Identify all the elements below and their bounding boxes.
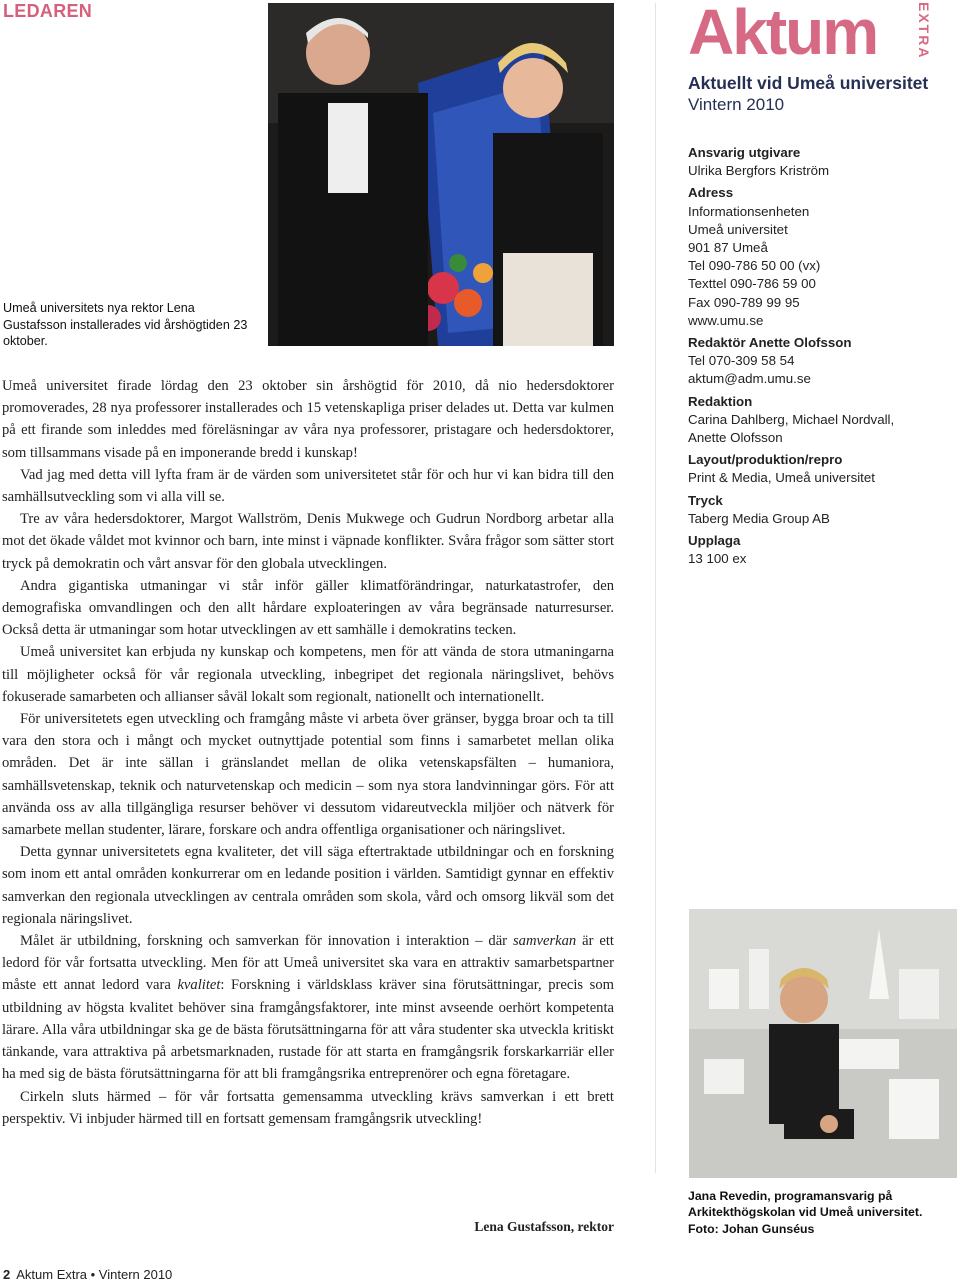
colophon-heading: Redaktion <box>688 393 753 409</box>
colophon-heading: Tryck <box>688 492 723 508</box>
colophon-line: 901 87 Umeå <box>688 240 768 256</box>
article-paragraph: Detta gynnar universitetets egna kvaliteter, det vill säga eftertraktade utbildningar och en forskning som inom ett antal områden konkurrerar om en ledande position i världen. Samtidigt gynnar en effektiv samverkan den regionala utvecklingen av centrala områden som skola, vård och omsorg likväl som det regionala näringslivet. <box>2 844 614 927</box>
photo-jana-revedin-image <box>689 909 957 1178</box>
article-paragraph: Umeå universitet firade lördag den 23 oktober sin årshögtid för 2010, då nio hedersdoktorer promoverades, 28 nya professorer installerades och 15 vetenskapliga priser delades ut. Detta var kulmen på ett firande som inleddes med föreläsningar av våra nya professorer, pristagare och hedersdoktorer, som tillsammans visade på en imponerande bredd i kunskap! <box>2 378 614 461</box>
colophon-website-link[interactable]: www.umu.se <box>688 312 764 328</box>
article-text: är ett ledord för vår fortsatta utveckling. Men för att Umeå universitet ska vara en attraktiv samarbetspartner måste ett annat ledord vara <box>2 933 614 994</box>
masthead-subtitle: Aktuellt vid Umeå universitet <box>688 73 929 93</box>
colophon-line: Fax 090-789 99 95 <box>688 294 800 310</box>
photo-top-caption: Umeå universitets nya rektor Lena Gustafsson installerades vid årshögtiden 23 oktober. <box>3 301 248 349</box>
aktum-logo: Aktum <box>688 0 878 68</box>
colophon-heading: Upplaga <box>688 533 741 549</box>
article-emphasis: kvalitet <box>177 977 221 994</box>
section-label: LEDAREN <box>3 1 93 21</box>
page-footer <box>3 1267 172 1282</box>
aktum-extra-label <box>914 2 934 58</box>
article-paragraph: Tre av våra hedersdoktorer, Margot Wallström, Denis Mukwege och Gudrun Nordborg arbetar alla mot det ökade våldet mot kvinnor och barn, inte minst i väpnade konflikter. Svåra frågor som sätter stort tryck på demokratin och vårt ansvar för den globala utvecklingen. <box>2 511 614 572</box>
photo-jana-revedin <box>689 909 957 1178</box>
colophon-line: 13 100 ex <box>688 551 747 567</box>
colophon-line: Carina Dahlberg, Michael Nordvall, <box>688 411 895 427</box>
article-paragraph: Vad jag med detta vill lyfta fram är de värden som universitetet står för och hur vi kan bidra till den samhällsutveckling som vi alla vill se. <box>2 466 614 506</box>
photo-rector-installation <box>268 3 614 346</box>
colophon-line: Tel 070-309 58 54 <box>688 353 795 369</box>
footer-text: Aktum Extra • Vintern 2010 <box>16 1267 173 1282</box>
article-text: Målet är utbildning, forskning och samverkan för innovation i interaktion – där <box>20 933 513 950</box>
colophon-heading: Adress <box>688 185 734 201</box>
article-text: : Forskning i världsklass kräver sina förutsättningar, precis som utbildning av högsta kvalitet behöver sina framgångsfaktorer, inte minst avseende oerhört kompetenta lärare. Alla våra utbildningar ska ge de bästa förutsättningarna för att våra studenter ska utveckla kritiskt tänkande, vara attraktiva på arbetsmarknaden, rustade för att starta en framgångsrik forskarkarriär eller ha med sig de bästa förutsättningarna för att bli framgångsrika entreprenörer och egna företagare. <box>2 977 614 1083</box>
colophon-line: Tel 090-786 50 00 (vx) <box>688 258 821 274</box>
editorial-article <box>2 375 614 1130</box>
colophon-email-link[interactable]: aktum@adm.umu.se <box>688 371 811 387</box>
colophon-heading: Ansvarig utgivare <box>688 145 801 160</box>
article-paragraph <box>2 930 614 1085</box>
colophon-line: Texttel 090-786 59 00 <box>688 276 816 292</box>
page-number: 2 <box>3 1267 11 1282</box>
article-paragraph: Umeå universitet kan erbjuda ny kunskap och kompetens, men för att vända de stora utmaningarna till möjligheter också för vår regionala utveckling, inbegripet det regionala näringslivet, behövs fokuserade samarbeten och allianser såväl lokalt som regionalt, nationellt och internationellt. <box>2 644 614 705</box>
article-signature: Lena Gustafsson, rektor <box>474 1219 614 1234</box>
masthead-edition: Vintern 2010 <box>688 95 785 114</box>
column-divider <box>655 3 656 1173</box>
colophon-line: Print & Media, Umeå universitet <box>688 470 875 486</box>
colophon-heading: Layout/produktion/repro <box>688 452 843 468</box>
colophon-line: Anette Olofsson <box>688 430 783 446</box>
colophon-heading: Redaktör Anette Olofsson <box>688 335 852 351</box>
article-paragraph: Cirkeln sluts härmed – för vår fortsatta gemensamma utveckling krävs samverkan i ett brett perspektiv. Vi inbjuder härmed till en fortsatt gemensam framgångsrik utveckling! <box>2 1088 614 1127</box>
colophon <box>688 144 956 568</box>
article-paragraph: Andra gigantiska utmaningar vi står inför gäller klimatförändringar, naturkatastrofer, den demografiska omvandlingen och den allt hårdare exploateringen av våra begränsade naturresurser. Också detta är utmaningar som hotar utvecklingen av ett samhälle i demokratins tecken. <box>2 577 614 639</box>
article-emphasis: samverkan <box>512 933 577 950</box>
colophon-line: Umeå universitet <box>688 221 788 237</box>
photo-bottom-caption: Jana Revedin, programansvarig på Arkitekthögskolan vid Umeå universitet. Foto: Johan Gunséus <box>688 1189 923 1236</box>
masthead <box>688 0 958 70</box>
article-paragraph: För universitetets egen utveckling och framgång måste vi arbeta över gränser, bygga broar och ta till vara den stora och i mångt och mycket outnyttjade potential som finns i samarbetet mellan olika områden. Det är inte sällan i gränslandet mellan de olika vetenskapsfälten – humaniora, samhällsvetenskap, teknik och naturvetenskap och medicin – som nya stora landvinningar görs. För att använda oss av alla tillgängliga resurser behöver vi dessutom vidareutveckla miljöer och nätverk för samarbete mellan studenter, lärare, forskare och andra offentliga organisationer och näringslivet. <box>2 711 614 839</box>
colophon-line: Ulrika Bergfors Kriström <box>688 163 830 179</box>
colophon-line: Informationsenheten <box>688 203 810 219</box>
colophon-line: Taberg Media Group AB <box>688 510 830 526</box>
aktum-extra-text: EXTRA <box>916 2 932 60</box>
photo-rector-installation-image <box>268 3 614 346</box>
